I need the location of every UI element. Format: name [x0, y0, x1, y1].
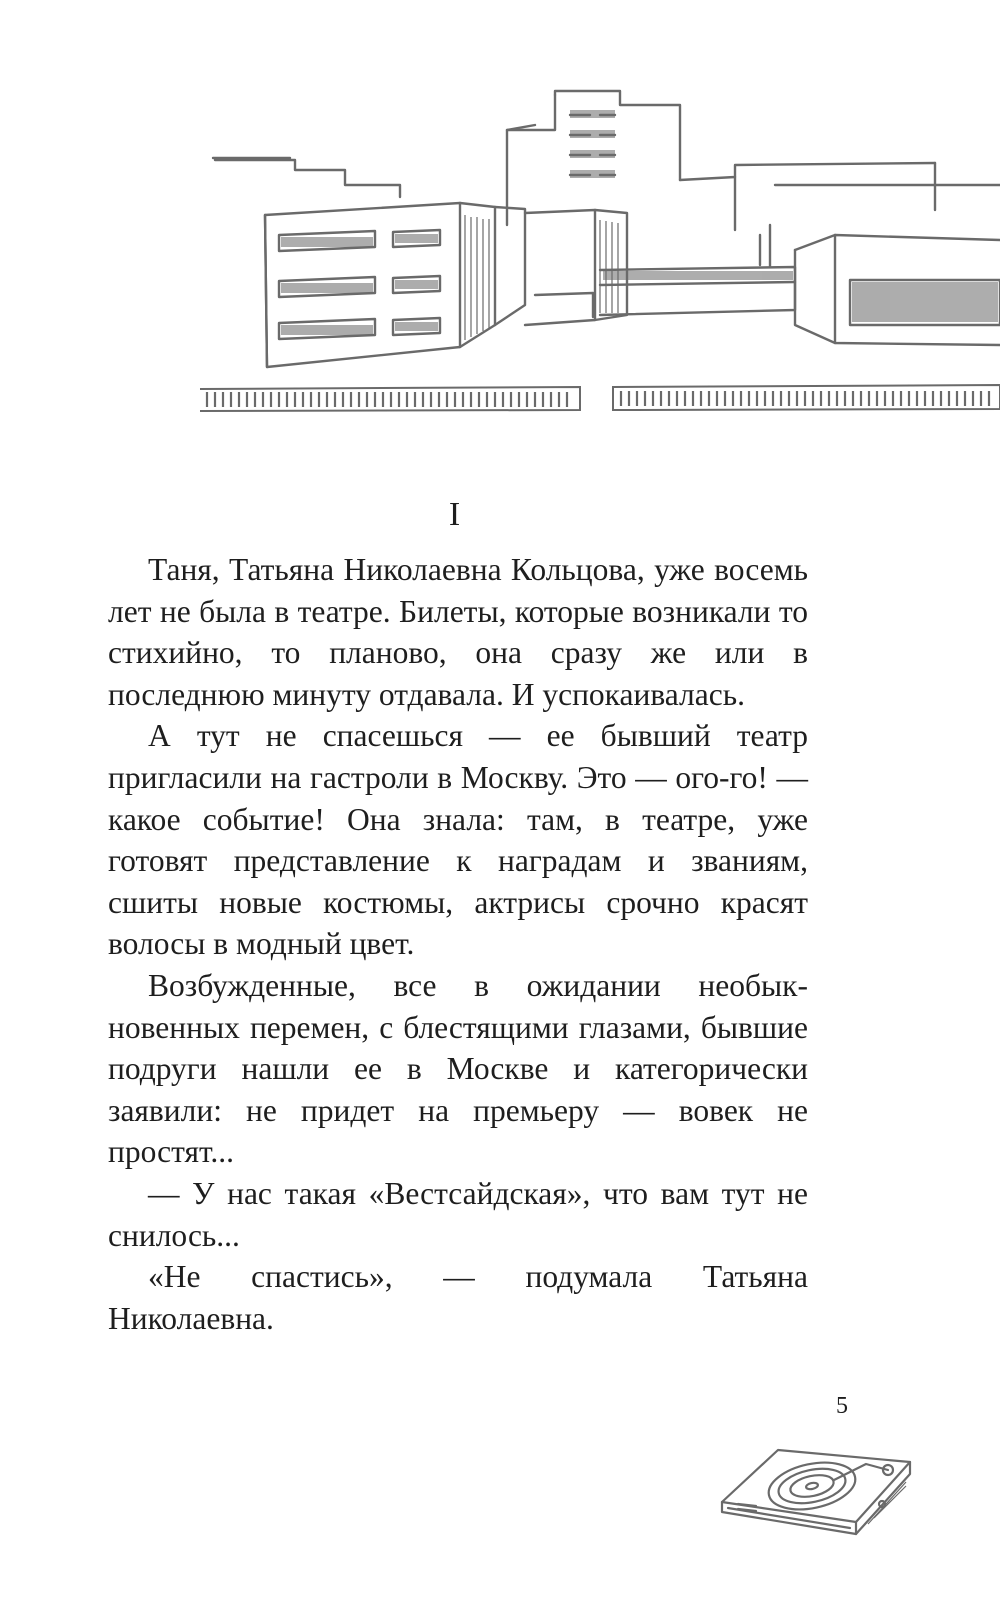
- chapter-number: I: [448, 496, 462, 533]
- paragraph: «Не спастись», — подумала Татьяна Николаевна.: [108, 1259, 808, 1336]
- header-illustration: [195, 85, 1000, 430]
- page-number: 5: [836, 1393, 848, 1419]
- paragraph: — У нас такая «Вестсайдская», что вам тут не снилось...: [108, 1175, 808, 1253]
- record-player-icon: [716, 1442, 916, 1542]
- paragraph: Возбужденные, все в ожидании необыкновенных перемен, с блестящими глазами, бывшие подруги нашли ее в Москве и категорически заявили: не придет на премьеру — вовек не простят...: [108, 967, 808, 1170]
- body-text: [108, 549, 808, 1339]
- footer-illustration: [716, 1442, 916, 1542]
- paragraph: Таня, Татьяна Николаевна Кольцова, уже восемь лет не была в театре. Билеты, которые возникали то стихийно, то планово, она сразу же или в последнюю минуту отдавала. И успокаивалась.: [108, 552, 808, 712]
- city-buildings-sketch-icon: [195, 85, 1000, 430]
- paragraph: А тут не спасешься — ее бывший театр пригласили на гастроли в Москву. Это — ого-го! — какое событие! Она знала: там, в театре, уже готовят представление к наградам и званиям, сшиты новые костюмы, актрисы срочно красят волосы в модный цвет.: [108, 718, 808, 962]
